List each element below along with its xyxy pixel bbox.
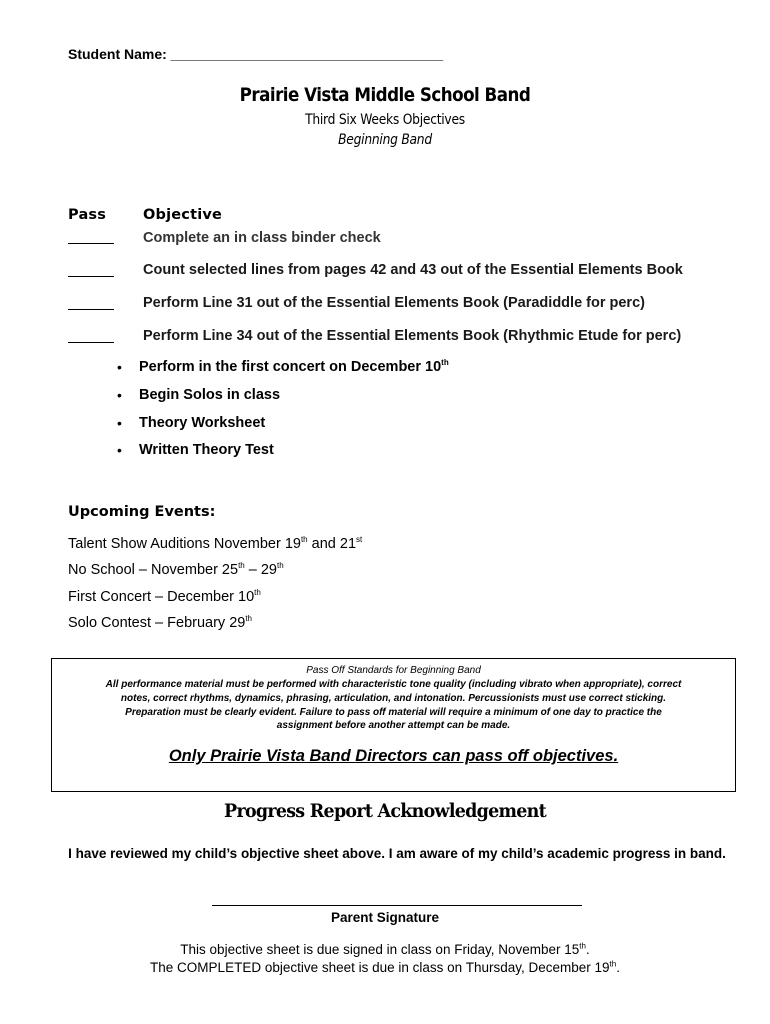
page-subtitle: Third Six Weeks Objectives bbox=[305, 112, 465, 128]
bullet-item: Perform in the first concert on December 10th bbox=[139, 358, 449, 375]
bullet-item: Written Theory Test bbox=[139, 442, 274, 458]
event-item: First Concert – December 10th bbox=[68, 588, 261, 605]
upcoming-events-heading: Upcoming Events: bbox=[68, 504, 216, 520]
pass-off-standards-box bbox=[51, 658, 736, 792]
bullet-item: Begin Solos in class bbox=[139, 387, 281, 403]
objective-item: Count selected lines from pages 42 and 43 out of the Essential Elements Book bbox=[143, 262, 683, 278]
signature-label: Parent Signature bbox=[330, 910, 440, 925]
objective-item: Perform Line 31 out of the Essential Elements Book (Paradiddle for perc) bbox=[143, 295, 645, 311]
standards-text: Preparation must be clearly evident. Failure to pass off material will require a minimum of one day to practice the bbox=[125, 707, 662, 718]
pass-blank bbox=[68, 243, 114, 244]
standards-text: assignment before another attempt can be made. bbox=[276, 720, 511, 731]
bullet-icon: • bbox=[117, 359, 122, 375]
objective-item: Perform Line 34 out of the Essential Elements Book (Rhythmic Etude for perc) bbox=[143, 328, 682, 344]
pass-blank bbox=[68, 342, 114, 343]
event-item: Solo Contest – February 29th bbox=[68, 614, 252, 631]
student-name-field: Student Name: ___________________________________ bbox=[68, 46, 444, 62]
standards-text: All performance material must be performed with characteristic tone quality (including vibrato when appropriate), correct bbox=[105, 679, 682, 690]
page-title: Prairie Vista Middle School Band bbox=[239, 84, 531, 106]
event-item: Talent Show Auditions November 19th and 21st bbox=[68, 535, 363, 552]
bullet-icon: • bbox=[117, 442, 122, 458]
page-subtitle-level: Beginning Band bbox=[338, 132, 432, 148]
due-date-text: This objective sheet is due signed in class on Friday, November 15th. bbox=[180, 941, 590, 957]
signature-line[interactable] bbox=[212, 905, 582, 906]
bullet-icon: • bbox=[117, 387, 122, 403]
objective-item: Complete an in class binder check bbox=[143, 230, 381, 246]
directors-notice: Only Prairie Vista Band Directors can pass off objectives. bbox=[168, 747, 619, 765]
standards-text: notes, correct rhythms, dynamics, phrasing, articulation, and intonation. Percussionists must use correct sticking. bbox=[120, 693, 667, 704]
acknowledgement-text: I have reviewed my child’s objective sheet above. I am aware of my child’s academic progress in band. bbox=[68, 846, 726, 861]
objective-column-header: Objective bbox=[143, 207, 223, 223]
pass-column-header: Pass bbox=[68, 207, 107, 223]
due-date-text: The COMPLETED objective sheet is due in class on Thursday, December 19th. bbox=[150, 959, 620, 975]
standards-title: Pass Off Standards for Beginning Band bbox=[306, 665, 481, 676]
pass-blank bbox=[68, 276, 114, 277]
progress-report-heading: Progress Report Acknowledgement bbox=[224, 800, 546, 822]
bullet-item: Theory Worksheet bbox=[139, 415, 266, 431]
bullet-icon: • bbox=[117, 415, 122, 431]
event-item: No School – November 25th – 29th bbox=[68, 561, 284, 578]
pass-blank bbox=[68, 309, 114, 310]
